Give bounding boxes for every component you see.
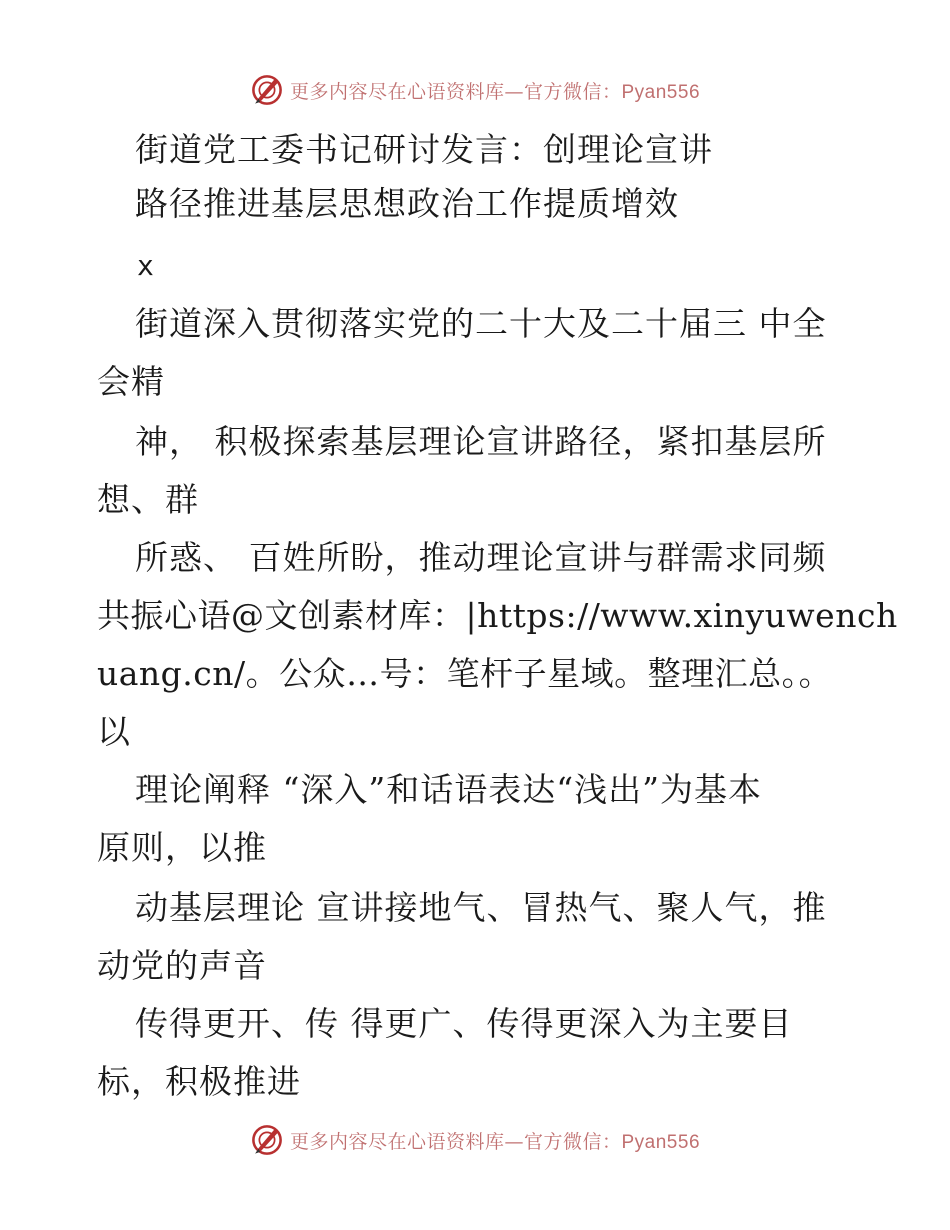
text-line: 传得更开、传 得更广、传得更深入为主要目 <box>135 1004 793 1043</box>
banner-text: 更多内容尽在心语资料库—官方微信：Pyan556 <box>289 80 701 103</box>
text-line: 街道深入贯彻落实党的二十大及二十届三 中全 <box>135 304 827 343</box>
wechat-id: Pyan556 <box>621 1131 701 1153</box>
footer-banner <box>0 1120 950 1160</box>
text-line: 理论阐释 “深入”和话语表达“浅出”为基本 <box>135 770 762 809</box>
text-line: 动基层理论 宣讲接地气、冒热气、聚人气，推 <box>135 888 827 927</box>
text-line: 动党的声音 <box>97 946 267 985</box>
text-line: 所惑、 百姓所盼，推动理论宣讲与群需求同频 <box>135 538 827 577</box>
banner-text: 更多内容尽在心语资料库—官方微信：Pyan556 <box>289 1130 701 1153</box>
pen-logo-icon <box>250 1123 284 1157</box>
text-line: 神， 积极探索基层理论宣讲路径，紧扣基层所 <box>135 422 827 461</box>
text-line: 以 <box>97 712 131 751</box>
title-line-1: 街道党工委书记研讨发言：创理论宣讲 <box>135 130 713 169</box>
text-line: 原则，以推 <box>97 828 267 867</box>
text-line: 想、群 <box>97 480 199 519</box>
text-line: x <box>137 249 155 282</box>
header-banner <box>0 70 950 110</box>
wechat-id: Pyan556 <box>621 81 701 103</box>
title-line-2: 路径推进基层思想政治工作提质增效 <box>135 184 679 223</box>
text-line: uang.cn/。公众…号：笔杆子星域。整理汇总。。 <box>97 654 833 693</box>
text-line-with-url: 共振心语@文创素材库：|https://www.xinyuwench <box>97 596 898 635</box>
text-line: 会精 <box>97 362 165 401</box>
pen-logo-icon <box>250 73 284 107</box>
text-line: 标，积极推进 <box>97 1062 301 1101</box>
